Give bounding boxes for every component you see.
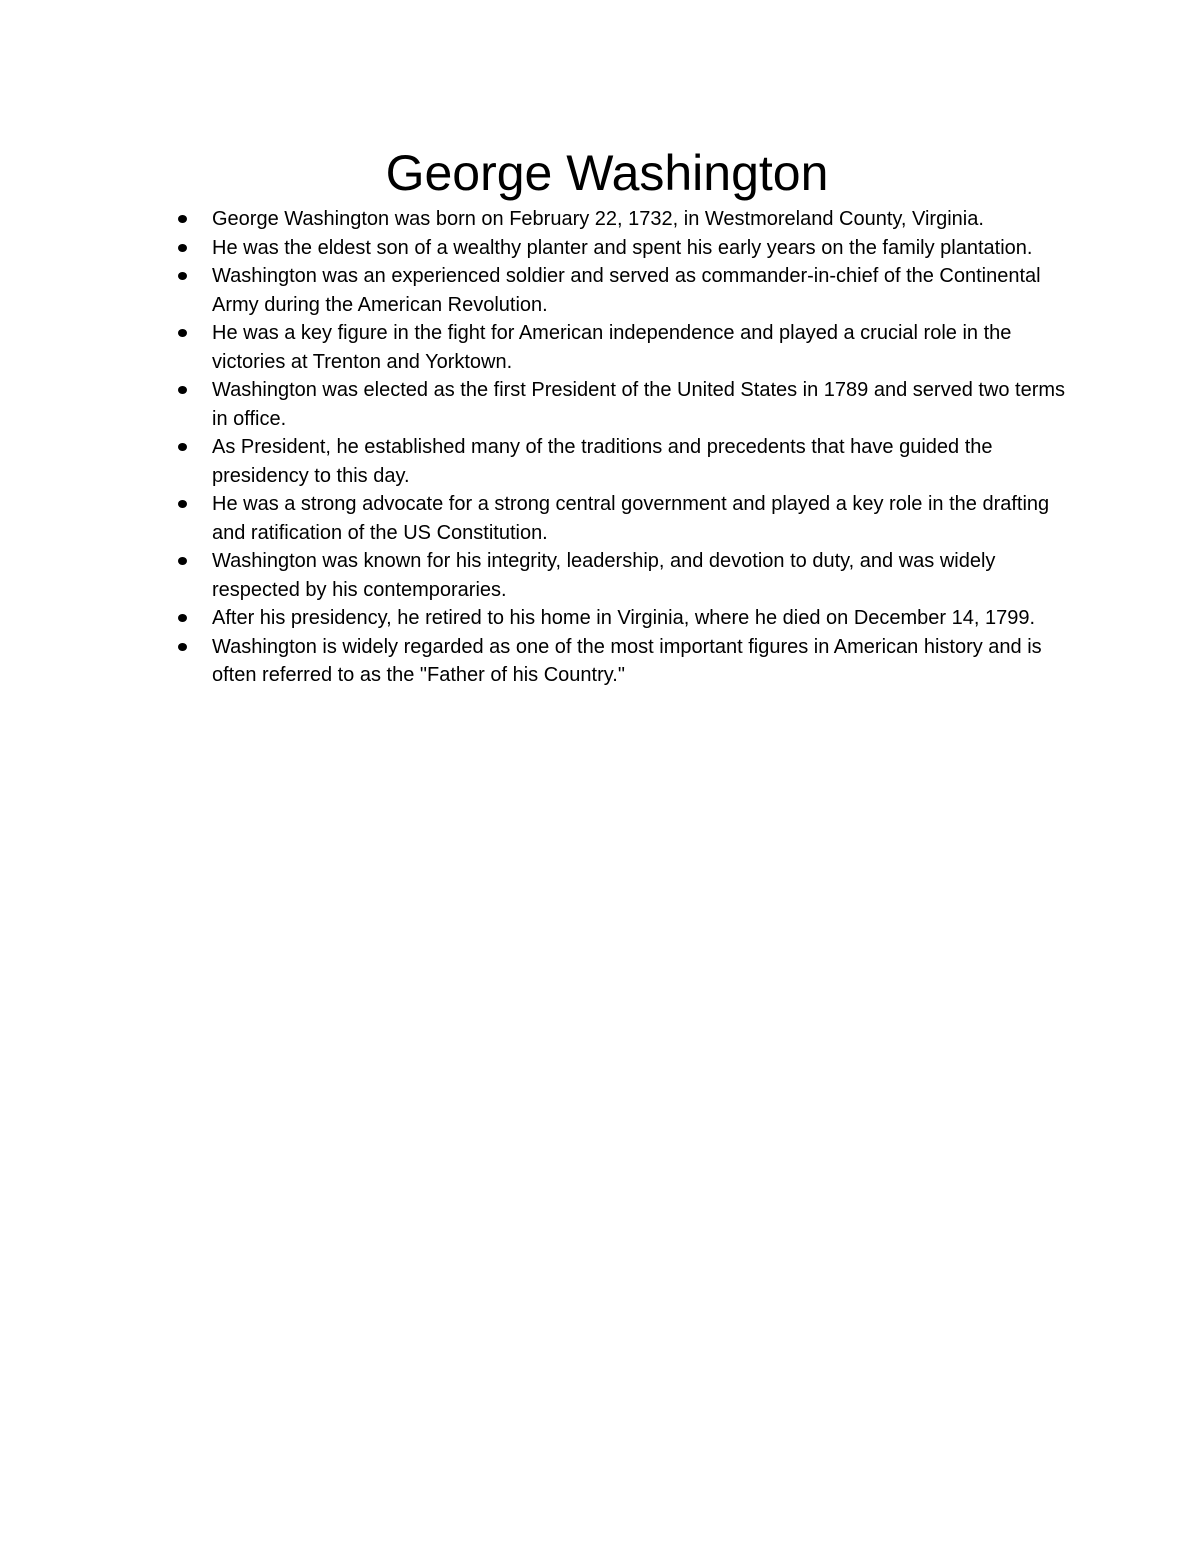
bullet-dot-icon <box>178 443 187 451</box>
list-item-text: He was a key figure in the fight for American independence and played a crucial role in the victories at Trenton and Yorktown. <box>212 322 1012 373</box>
list-item <box>175 633 1075 690</box>
bullet-dot-icon <box>178 329 187 337</box>
list-item <box>175 205 1075 234</box>
list-item-text: After his presidency, he retired to his home in Virginia, where he died on December 14, 1799. <box>212 607 1036 629</box>
list-item <box>175 490 1075 547</box>
list-item <box>175 262 1075 319</box>
list-item <box>175 319 1075 376</box>
list-item-text: George Washington was born on February 22, 1732, in Westmoreland County, Virginia. <box>212 208 984 230</box>
list-item-text: Washington was an experienced soldier and served as commander-in-chief of the Continental Army during the American Revolution. <box>212 265 1041 316</box>
bullet-dot-icon <box>178 557 187 565</box>
list-item-text: As President, he established many of the traditions and precedents that have guided the presidency to this day. <box>212 436 993 487</box>
bullet-dot-icon <box>178 272 187 280</box>
list-item <box>175 547 1075 604</box>
list-item <box>175 433 1075 490</box>
list-item-text: Washington is widely regarded as one of the most important figures in American history and is often referred to as the "Father of his Country." <box>212 635 1042 686</box>
bullet-dot-icon <box>178 500 187 508</box>
list-item-text: Washington was elected as the first President of the United States in 1789 and served two terms in office. <box>212 379 1066 430</box>
list-item-text: Washington was known for his integrity, leadership, and devotion to duty, and was widely respected by his contemporaries. <box>212 550 996 601</box>
list-item-text: He was a strong advocate for a strong central government and played a key role in the drafting and ratification of the US Constitution. <box>212 493 1050 544</box>
bullet-dot-icon <box>178 215 187 223</box>
bullet-dot-icon <box>178 386 187 394</box>
list-item <box>175 376 1075 433</box>
bullet-list <box>175 205 1075 690</box>
list-item <box>175 234 1075 263</box>
list-item <box>175 604 1075 633</box>
bullet-dot-icon <box>178 614 187 622</box>
bullet-dot-icon <box>178 643 187 651</box>
bullet-dot-icon <box>178 244 187 252</box>
page-title: George Washington <box>385 145 829 201</box>
list-item-text: He was the eldest son of a wealthy planter and spent his early years on the family plantation. <box>212 236 1033 259</box>
